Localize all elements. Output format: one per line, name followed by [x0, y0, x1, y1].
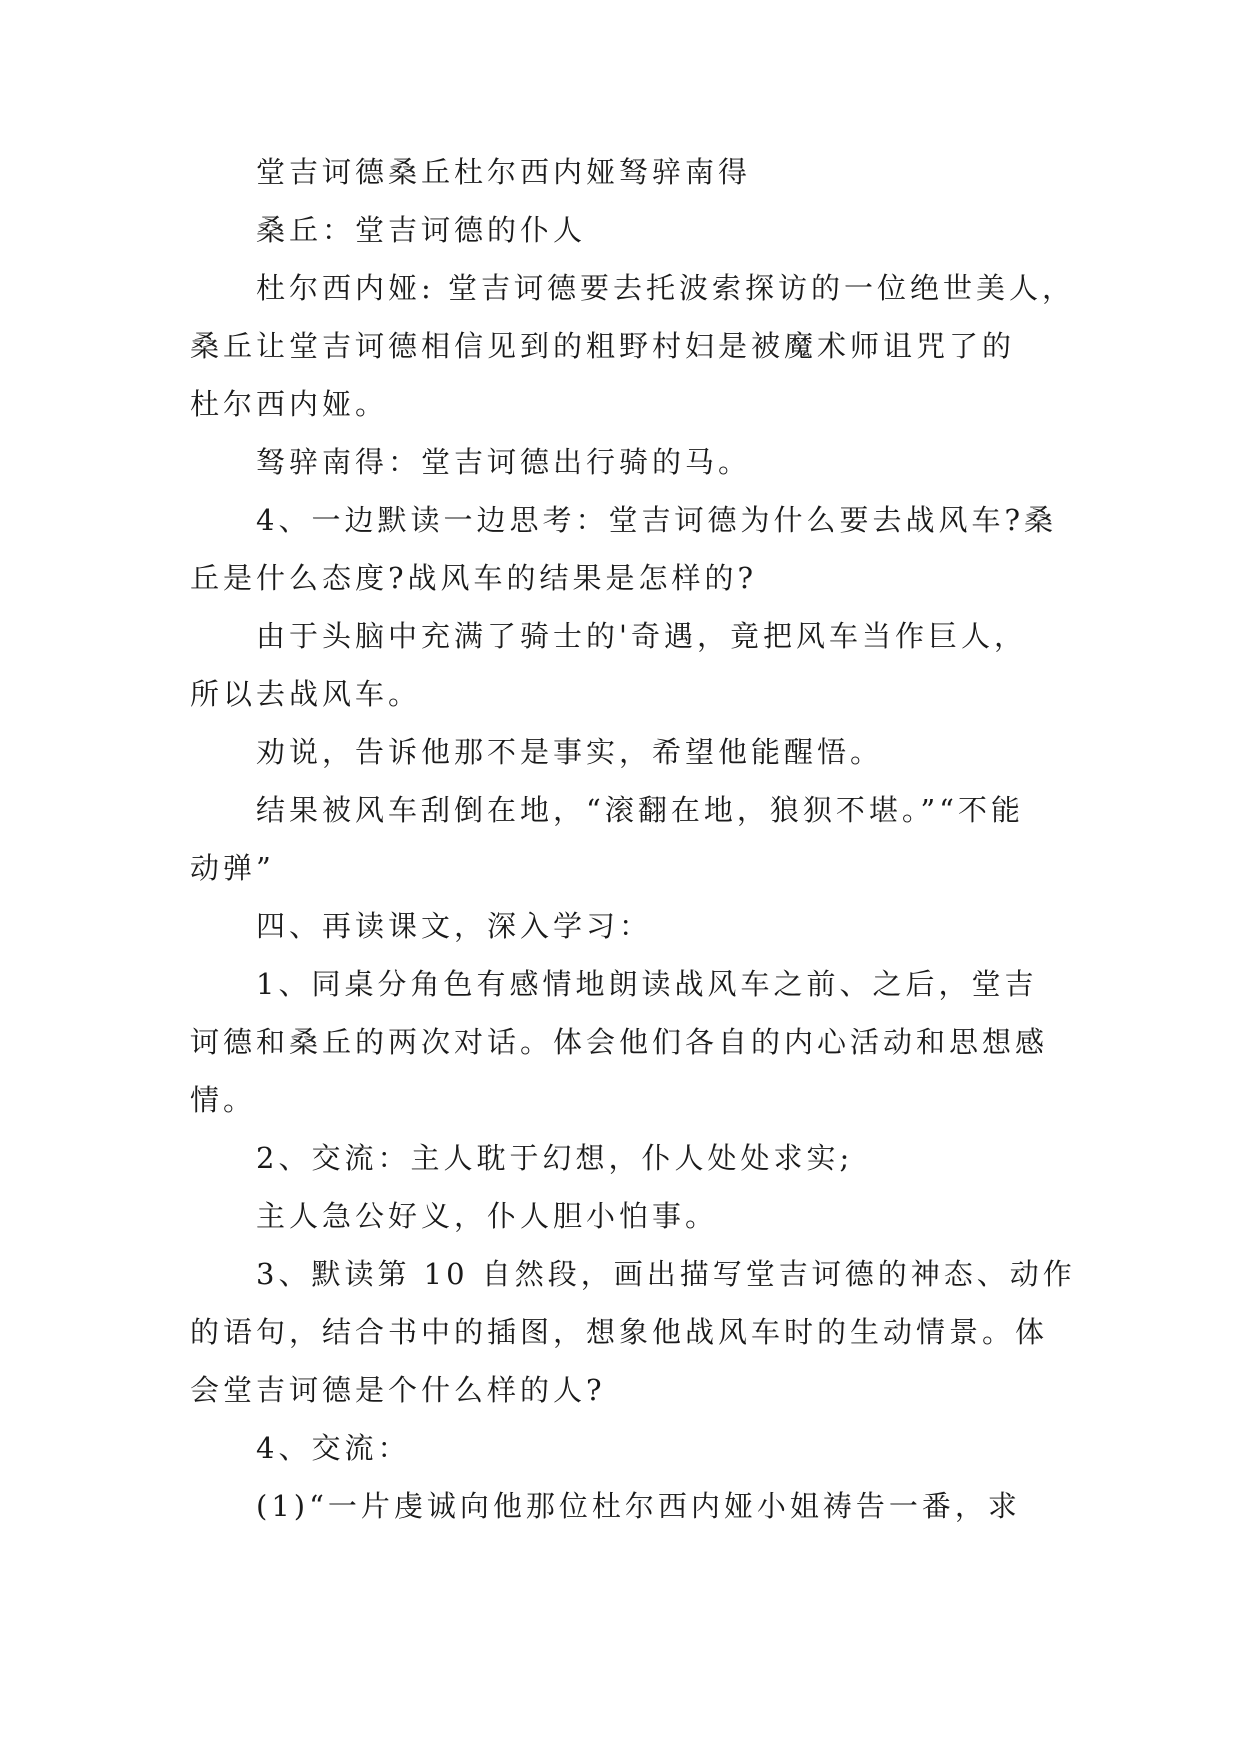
text-line: 由于头脑中充满了骑士的'奇遇，竟把风车当作巨人， [256, 619, 1027, 653]
text-line: 劝说，告诉他那不是事实，希望他能醒悟。 [256, 735, 884, 769]
text-line: 结果被风车刮倒在地，“滚翻在地，狼狈不堪。”“不能 [256, 793, 1024, 827]
text-line: 的语句，结合书中的插图，想象他战风车时的生动情景。体 [190, 1315, 1049, 1349]
text-line: 动弹” [190, 851, 275, 885]
text-line: 4、交流： [256, 1431, 411, 1465]
text-line: 2、交流：主人耽于幻想，仆人处处求实; [256, 1141, 854, 1175]
text-line: 主人急公好义，仆人胆小怕事。 [256, 1199, 719, 1233]
text-line: 桑丘让堂吉诃德相信见到的粗野村妇是被魔术师诅咒了的 [190, 329, 1016, 363]
text-line: 驽骍南得：堂吉诃德出行骑的马。 [256, 445, 752, 479]
text-line: 丘是什么态度?战风车的结果是怎样的? [190, 561, 758, 595]
text-line: (1)“一片虔诚向他那位杜尔西内娅小姐祷告一番，求 [256, 1489, 1021, 1523]
text-line: 4、一边默读一边思考：堂吉诃德为什么要去战风车?桑 [256, 503, 1057, 537]
text-line: 1、同桌分角色有感情地朗读战风车之前、之后，堂吉 [256, 967, 1038, 1001]
text-line: 桑丘：堂吉诃德的仆人 [256, 213, 587, 247]
text-line: 杜尔西内娅。 [190, 387, 389, 421]
section-heading: 四、再读课文，深入学习： [256, 909, 653, 943]
text-line: 3、默读第 10 自然段，画出描写堂吉诃德的神态、动作 [256, 1257, 1076, 1291]
text-line: 杜尔西内娅: 堂吉诃德要去托波索探访的一位绝世美人， [256, 271, 1075, 305]
text-line: 堂吉诃德桑丘杜尔西内娅驽骍南得 [256, 155, 752, 189]
text-line: 诃德和桑丘的两次对话。体会他们各自的内心活动和思想感 [190, 1025, 1049, 1059]
text-line: 会堂吉诃德是个什么样的人? [190, 1373, 606, 1407]
text-line: 所以去战风车。 [190, 677, 422, 711]
text-line: 情。 [190, 1083, 257, 1117]
